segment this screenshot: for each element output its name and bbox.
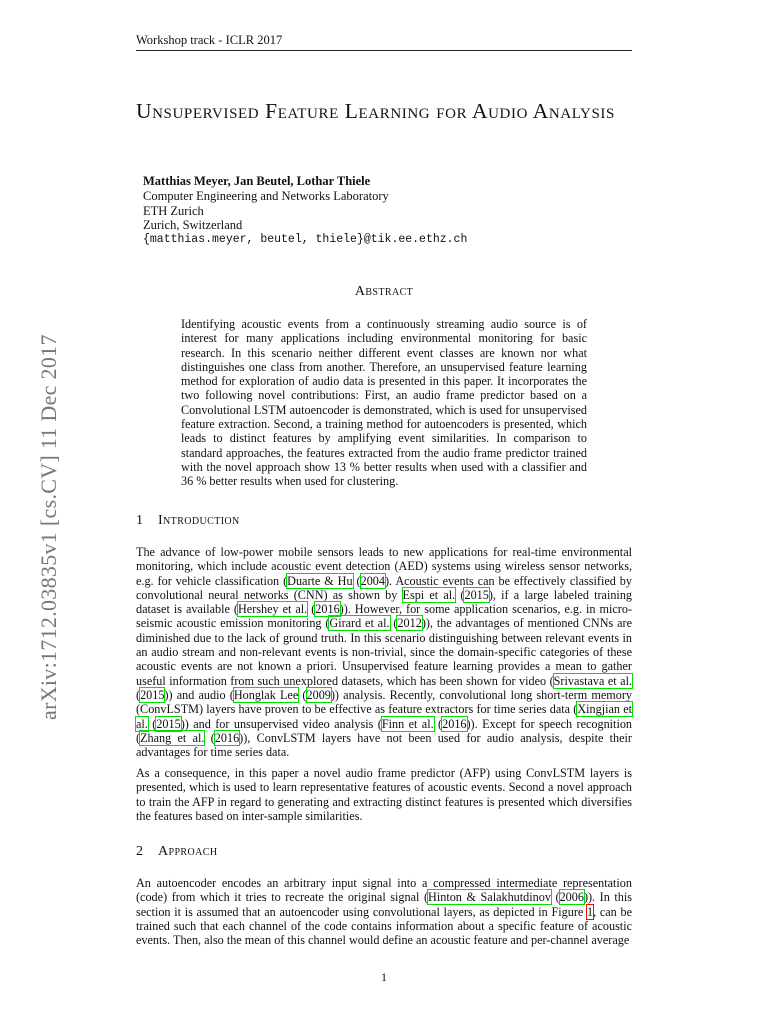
text-run: ( [136,687,141,702]
citation-link[interactable]: 2012 [397,616,422,631]
header-rule [136,50,632,51]
paper-title: Unsupervised Feature Learning for Audio Analysis [136,99,615,123]
intro-paragraph-2: As a consequence, in this paper a novel audio frame predictor (AFP) using ConvLSTM layers is presented, which is used to learn representative features of acoustic events. Second a novel approach to train the AFP in regard to generating and extracting distinct features is presented which diversifies the features based on inter-sample similarities. [136,766,632,823]
citation-link[interactable]: Girard et al. [329,616,390,631]
text-run: ( [307,602,316,617]
citation-link[interactable]: Finn et al. [381,716,434,731]
citation-link[interactable]: Zhang et al. [140,730,205,745]
text-run: )) analysis. Recently, convolutional long short-term memory (ConvLSTM) layers have proven to be effective as feature extractors for time series data ( [136,687,633,717]
text-run: ), if a large labeled training dataset is available ( [136,587,633,617]
citation-link[interactable]: Hershey et al. [237,602,308,617]
section-number: 2 [136,844,144,859]
text-run: , can be trained such that each channel of the code contains information about a specific feature of acoustic events. Then, also the mean of this channel would define an acoustic feature and per-channel average [136,904,632,948]
citation-link[interactable]: 2015 [140,687,165,702]
text-run: )), the advantages of mentioned CNNs are diminished due to the lack of ground truth. In this scenario distinguishing between relevant events in an audio stream and non-relevant events is non-trivial, since the domain-specific categories of these acoustic events are not known a priori. Unsupervised feature learning provides a mean to gather useful information from such unexplored datasets, which has been shown for video ( [136,616,632,688]
text-run: ( [298,687,307,702]
citation-link[interactable]: 2015 [156,716,181,731]
text-run: ( [389,616,398,631]
affiliation-line: Computer Engineering and Networks Laboratory [143,189,389,204]
text-run: )). Except for speech recognition ( [136,716,633,745]
citation-link[interactable]: Srivastava et al. [553,673,633,688]
citation-link[interactable]: 2016 [214,730,240,745]
citation-link[interactable]: Hinton & Salakhutdinov [428,890,551,905]
text-run: )). However, for some application scenarios, e.g. in micro-seismic acoustic emission monitoring ( [136,602,633,631]
figure-reference-link[interactable]: 1 [587,904,594,919]
author-names: Matthias Meyer, Jan Beutel, Lothar Thiele [143,174,371,188]
affiliation-line: ETH Zurich [143,203,204,218]
text-run: ( [147,716,157,731]
intro-paragraph [136,545,632,759]
running-header: Workshop track - ICLR 2017 [136,33,283,47]
text-run: The advance of low-power mobile sensors leads to new applications for real-time environmental monitoring, which include acoustic event detection (AED) systems using wireless sensor networks, e.g. for vehicle classification ( [136,545,632,588]
author-block [143,174,467,247]
text-run: )) and audio ( [164,687,234,702]
approach-paragraph [136,876,632,947]
citation-link[interactable]: Xingjian et al. [136,702,632,731]
abstract-heading: Abstract [354,284,414,299]
text-run: An autoencoder encodes an arbitrary input signal into a compressed intermediate representation (code) from which it tries to recreate the original signal ( [136,876,632,905]
text-run: ( [433,716,443,731]
affiliation-line: Zurich, Switzerland [143,217,243,232]
text-run: )) and for unsupervised video analysis ( [180,716,382,731]
citation-link[interactable]: 2009 [306,687,331,702]
citation-link[interactable]: 2016 [315,602,340,617]
arxiv-stamp[interactable]: arXiv:1712.03835v1 [cs.CV] 11 Dec 2017 [36,334,61,720]
section-heading-approach [136,844,217,860]
abstract-text: Identifying acoustic events from a continuously streaming audio source is of interest for many applications including environmental monitoring for basic research. In this scenario neither different event classes are known nor what distinguishes one class from another. Therefore, an unsupervised feature learning method for exploration of audio data is presented in this paper. It incorporates the two following novel contributions: First, an audio frame predictor based on a Convolutional LSTM autoencoder is demonstrated, which is used for unsupervised feature extraction. Second, a training method for autoencoders is presented, which leads to distinct features by amplifying event similarities. In comparison to standard approaches, the features extracted from the audio frame predictor trained with the novel approach show 13 % better results when used with a classifier and 36 % better results when used for clustering. [181,317,587,489]
citation-link[interactable]: 2015 [464,587,489,602]
author-email[interactable]: {matthias.meyer, beutel, thiele}@tik.ee.ethz.ch [143,233,468,247]
section-title: Approach [158,844,218,859]
citation-link[interactable]: Duarte & Hu [287,573,353,588]
citation-link[interactable]: 2006 [559,890,584,905]
section-title: Introduction [158,513,240,528]
text-run: )), ConvLSTM layers have not been used for audio analysis, despite their advantages for time series data. [136,730,632,760]
section-heading-introduction [136,513,240,529]
text-run: )). In this section it is assumed that an autoencoder using convolutional layers, as depicted in Figure [136,890,632,919]
text-run: ( [352,573,361,588]
text-run: ). Acoustic events can be effectively classified by convolutional neural networks (CNN) as shown by [136,573,632,602]
page-number: 1 [381,970,387,984]
citation-link[interactable]: Honglak Lee [233,687,299,702]
text-run: ( [550,890,560,905]
citation-link[interactable]: Espi et al. [402,587,456,602]
citation-link[interactable]: 2004 [360,573,385,588]
section-number: 1 [136,513,144,528]
text-run: ( [455,587,465,602]
text-run: ( [204,730,215,745]
citation-link[interactable]: 2016 [442,716,467,731]
